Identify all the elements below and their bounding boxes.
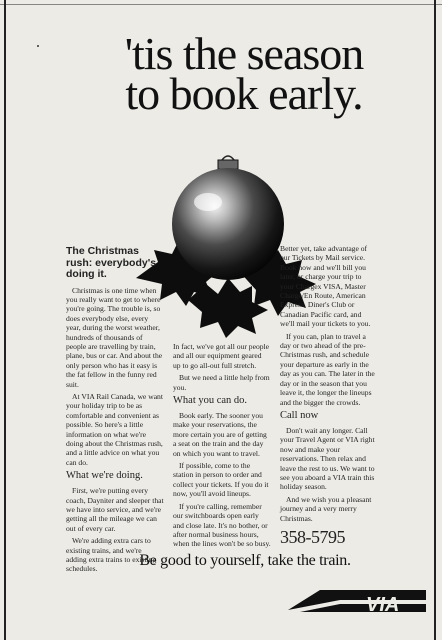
- left-border-line: [4, 0, 6, 640]
- right-border-line: [434, 0, 436, 640]
- tagline: Be good to yourself, take the train.: [139, 552, 351, 569]
- print-speck: [37, 45, 39, 47]
- right-subheading: Call now: [280, 409, 319, 421]
- ornament-ball: [172, 168, 284, 280]
- middle-paragraph: If possible, come to the station in person to order and collect your tickets. If you do it now, you'll avoid lineups.: [173, 461, 269, 499]
- left-paragraph: Christmas is one time when you really want to get to where you're going. The trouble is, so does everybody else, every year, during the worst weather, hundreds of thousands of people are travelling by train, plane, bus or car. And about the only person who has it easy is the fat fellow in the funny red suit.: [66, 285, 163, 389]
- right-column: [280, 244, 376, 547]
- via-rail-logo-icon: [280, 586, 430, 616]
- headline-line-1: 'tis the season: [124, 28, 364, 79]
- right-paragraph: Don't wait any longer. Call your Travel Agent or VIA right now and make your reservations. Then relax and leave the rest to us. We want to see you aboard a VIA train this holiday season.: [280, 425, 375, 492]
- middle-column: [173, 342, 271, 549]
- middle-paragraph: But we need a little help from you.: [173, 373, 270, 392]
- phone-number: 358-5795: [280, 526, 345, 547]
- left-column: [66, 245, 164, 574]
- left-subheading: What we're doing.: [66, 470, 143, 482]
- right-paragraph: If you can, plan to travel a day or two ahead of the pre-Christmas rush, and schedule your departure as early in the day as you can. The later in the day or in the season that you leave it, the longer the lineups and the bigger the crowds.: [280, 331, 375, 407]
- left-paragraph: We're adding extra cars to existing trains, and we're adding extra trains to existing schedules.: [66, 536, 157, 574]
- headline: [54, 28, 434, 119]
- middle-paragraph: In fact, we've got all our people and all our equipment geared up to go all-out full stretch.: [173, 342, 270, 370]
- middle-subheading: What you can do.: [173, 395, 248, 407]
- right-paragraph: Better yet, take advantage of our Tickets by Mail service. Book now and we'll bill you later, or charge your trip to your Chargex VISA, Master Charge/En Route, American Express, Diner's Club or Canadian Pacific card, and we'll mail your tickets to you.: [280, 244, 371, 329]
- right-paragraph: And we wish you a pleasant journey and a very merry Christmas.: [280, 494, 372, 523]
- middle-paragraph: Book early. The sooner you make your reservations, the more certain you are of getting a seat on the train and the day on which you want to travel.: [173, 411, 267, 458]
- middle-paragraph: If you're calling, remember our switchboards open early and close late. It's no bother, or after normal business hours, when the lines won't be so busy.: [173, 501, 271, 549]
- ornament-cap: [218, 156, 238, 169]
- left-paragraph: At VIA Rail Canada, we want your holiday trip to be as comfortable and convenient as possible. So here's a little information on what we're doing about the Christmas rush, and a little advice on what you can do.: [66, 391, 163, 467]
- logo-text: VIA: [366, 594, 400, 616]
- left-paragraph: First, we're putting every coach, Dayniter and sleeper that we have into service, and we're getting all the mileage we can out of every car.: [66, 486, 164, 533]
- ornament-highlight: [194, 193, 222, 211]
- top-border-line: [0, 4, 442, 5]
- headline-line-2: to book early.: [125, 68, 363, 119]
- left-heading: The Christmas rush: everybody's doing it.: [66, 245, 157, 280]
